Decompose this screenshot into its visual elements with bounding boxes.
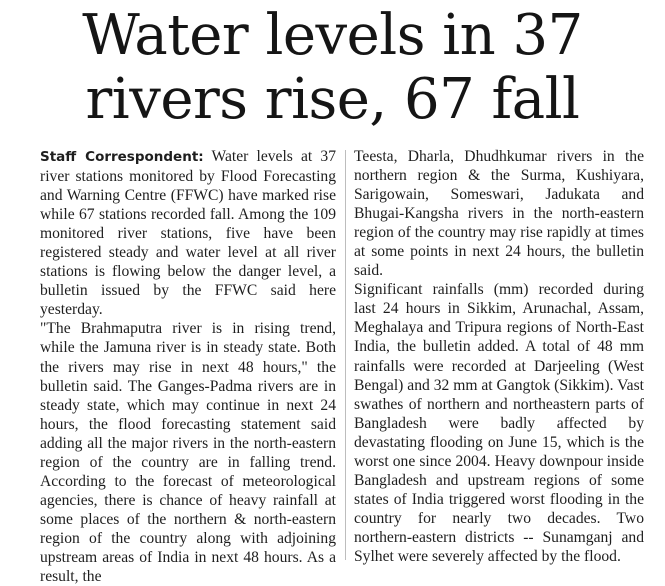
article-paragraph-1: [40, 147, 336, 319]
article-column-left: [40, 147, 336, 586]
article-paragraph-4: Significant rainfalls (mm) recorded during last 24 hours in Sikkim, Arunachal, Assam, Meghalaya and Tripura regions of North-East India, the bulletin added. A total of 48 mm rainfalls were recorded at Darjeeling (West Bengal) and 32 mm at Gangtok (Sikkim). Vast swathes of northern and northeastern parts of Bangladesh were badly affected by devastating flooding on June 15, which is the worst one since 2004. Heavy downpour inside Bangladesh and upstream regions of some states of India triggered worst flooding in the country for nearly two decades. Two northern-eastern districts -- Sunamganj and Sylhet were severely affected by the flood.: [354, 281, 644, 565]
headline: [0, 4, 665, 132]
headline-line-2: rivers rise, 67 fall: [85, 67, 580, 132]
byline: Staff Correspondent:: [40, 149, 204, 165]
article-paragraph-2: "The Brahmaputra river is in rising trend, while the Jamuna river is in steady state. Both the rivers may rise in next 48 hours," the bulletin said. The Ganges-Padma rivers are in steady state, which may continue in next 24 hours, the flood forecasting statement said adding all the major rivers in the north-eastern region of the country are in falling trend. According to the forecast of meteorological agencies, there is chance of heavy rainfall at some places of the northern & north-eastern region of the country along with adjoining upstream areas of India in next 48 hours. As a result, the: [40, 320, 336, 586]
article-paragraph-1-text: Water levels at 37 river stations monitored by Flood Forecasting and Warning Centre (FFWC) have marked rise while 67 stations recorded fall. Among the 109 monitored river stations, five have been registered steady and water level at all river stations is flowing below the danger level, a bulletin issued by the FFWC said here yesterday.: [40, 148, 336, 319]
article-paragraph-3: Teesta, Dharla, Dhudhkumar rivers in the northern region & the Surma, Kushiyara, Sarigowain, Someswari, Jadukata and Bhugai-Kangsha rivers in the north-eastern region of the country may rise rapidly at times at some points in next 24 hours, the bulletin said.: [354, 148, 644, 280]
column-divider: [345, 150, 346, 560]
headline-line-1: Water levels in 37: [82, 3, 583, 68]
article-column-right: [354, 147, 644, 566]
